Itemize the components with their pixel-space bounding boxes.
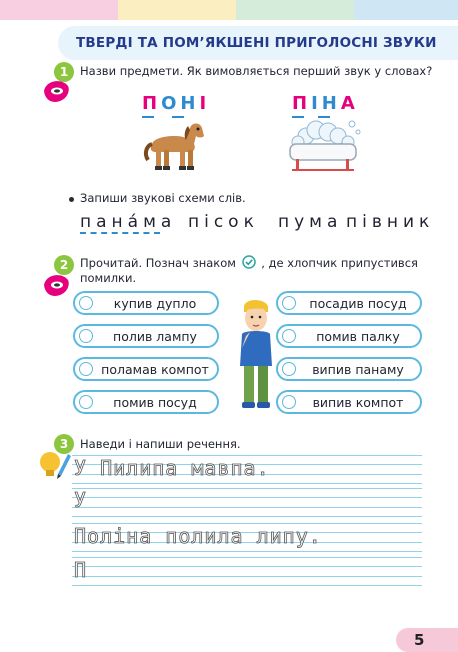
- word-1: пана́ма: [80, 212, 177, 232]
- header-stripe-green: [236, 0, 354, 20]
- sound-scheme-underlines: [80, 232, 160, 236]
- header-stripe-yellow: [118, 0, 236, 20]
- word-poni: [142, 93, 210, 114]
- trace-sentence: П: [74, 558, 88, 582]
- answer-circle[interactable]: [79, 362, 93, 376]
- phrase-label: випив панаму: [312, 362, 404, 377]
- speaking-mouth-icon: [42, 272, 72, 298]
- answer-circle[interactable]: [282, 329, 296, 343]
- letter: І: [199, 93, 211, 114]
- phrase-option[interactable]: [276, 357, 422, 381]
- answer-circle[interactable]: [282, 296, 296, 310]
- thinking-boy-icon: [232, 296, 280, 414]
- page-title: ТВЕРДІ ТА ПОМ’ЯКШЕНІ ПРИГОЛОСНІ ЗВУКИ: [76, 35, 437, 51]
- task-number-badge: 2: [54, 255, 74, 275]
- word-3: пума: [278, 212, 343, 232]
- check-mark-icon: [242, 255, 256, 269]
- page-number-tab: [396, 628, 458, 652]
- bathtub-foam-icon: [286, 116, 364, 176]
- writing-line[interactable]: [72, 488, 422, 518]
- phrase-option[interactable]: [73, 324, 219, 348]
- trace-sentence: Поліна полила липу.: [74, 524, 322, 548]
- speaking-mouth-icon: [42, 78, 72, 104]
- phrase-label: полив лампу: [113, 329, 197, 344]
- answer-circle[interactable]: [79, 395, 93, 409]
- task1-bullet: Запиши звукові схеми слів.: [80, 191, 246, 205]
- task3-prompt: Наведи і напиши речення.: [80, 437, 241, 451]
- page-number: 5: [414, 631, 425, 649]
- task-number-badge: 1: [54, 62, 74, 82]
- word-4: півник: [346, 212, 435, 232]
- answer-circle[interactable]: [79, 296, 93, 310]
- phrase-option[interactable]: [73, 291, 219, 315]
- trace-sentence: У Пилипа мавпа.: [74, 456, 270, 480]
- task2-prompt-start: Прочитай. Познач знаком: [80, 256, 236, 270]
- pencil-bulb-icon: [36, 448, 72, 482]
- answer-circle[interactable]: [79, 329, 93, 343]
- answer-circle[interactable]: [282, 362, 296, 376]
- header-stripe-blue: [354, 0, 458, 20]
- letter: А: [340, 93, 359, 114]
- phrase-option[interactable]: [73, 357, 219, 381]
- letter: П: [292, 93, 312, 114]
- writing-line[interactable]: [72, 557, 422, 587]
- task2-prompt: [80, 255, 418, 271]
- phrase-label: випив компот: [312, 395, 404, 410]
- task2-prompt-end: , де хлопчик припустився: [261, 256, 418, 270]
- task1-prompt: Назви предмети. Як вимовляється перший звук у словах?: [80, 64, 433, 78]
- phrase-label: посадив посуд: [309, 296, 407, 311]
- letter: П: [142, 93, 162, 114]
- phrase-option[interactable]: [276, 390, 422, 414]
- phrase-option[interactable]: [276, 291, 422, 315]
- trace-sentence: У: [74, 488, 88, 512]
- task-number-badge: 3: [54, 434, 74, 454]
- pony-icon: [142, 118, 208, 174]
- bullet-dot: [69, 197, 74, 202]
- word-2: пісок: [188, 212, 259, 232]
- phrase-label: помив палку: [316, 329, 400, 344]
- letter: ОН: [161, 93, 200, 114]
- answer-circle[interactable]: [282, 395, 296, 409]
- header-stripe-pink: [0, 0, 118, 20]
- phrase-option[interactable]: [73, 390, 219, 414]
- task2-prompt-line2: помилки.: [80, 271, 137, 285]
- phrase-label: поламав компот: [101, 362, 209, 377]
- letter: Н: [321, 93, 341, 114]
- word-pina: [292, 93, 359, 114]
- phrase-label: помив посуд: [113, 395, 197, 410]
- letter: І: [311, 93, 322, 114]
- phrase-option[interactable]: [276, 324, 422, 348]
- phrase-label: купив дупло: [113, 296, 197, 311]
